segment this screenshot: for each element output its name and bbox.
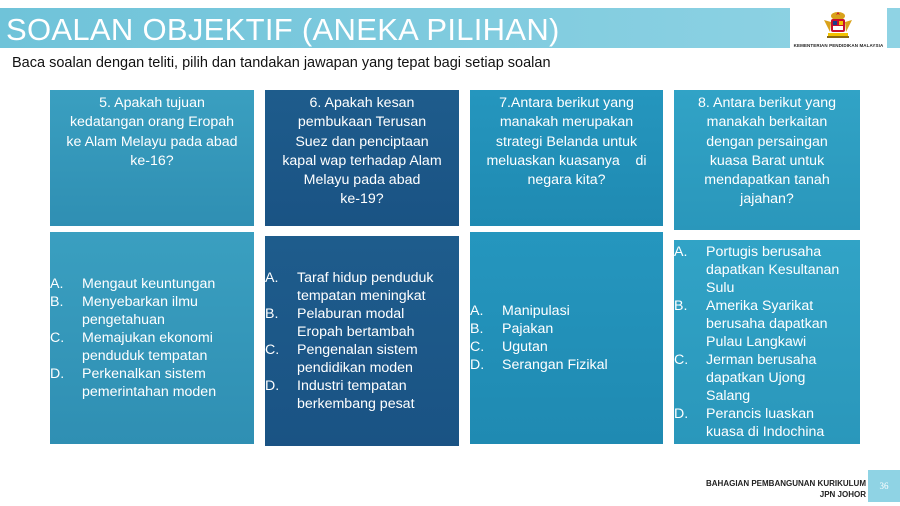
question-line: pembukaan Terusan xyxy=(297,114,427,131)
question-line: kapal wap terhadap Alam xyxy=(282,152,442,169)
answer-option[interactable] xyxy=(470,320,663,338)
answer-option[interactable] xyxy=(265,305,459,341)
option-text: berkembang pesat xyxy=(297,396,415,412)
question-line: dengan persaingan xyxy=(706,133,828,150)
answer-option[interactable] xyxy=(265,269,459,305)
answer-option[interactable] xyxy=(50,293,254,329)
question-line: meluaskan kuasanya di xyxy=(486,152,647,169)
option-text: Taraf hidup penduduk xyxy=(297,270,434,286)
option-letter: D. xyxy=(674,406,689,422)
answer-option[interactable] xyxy=(470,338,663,356)
question-line: ke-16? xyxy=(130,152,174,169)
question-line: 8. Antara berikut yang xyxy=(697,95,837,111)
option-letter: B. xyxy=(50,294,64,310)
option-text: Perkenalkan sistem xyxy=(82,366,206,382)
question-line: Melayu pada abad xyxy=(303,172,421,189)
question-line: ke-19? xyxy=(340,191,384,208)
answer-option[interactable] xyxy=(265,341,459,377)
answer-option[interactable] xyxy=(470,302,663,320)
question-line: kuasa Barat untuk xyxy=(709,152,825,169)
question-line: mendapatkan tanah xyxy=(704,172,830,189)
option-letter: B. xyxy=(265,306,279,322)
option-text: pengetahuan xyxy=(82,312,165,328)
option-text: tempatan meningkat xyxy=(297,288,426,304)
option-text: Ugutan xyxy=(502,339,548,355)
answer-option[interactable] xyxy=(470,356,663,374)
option-text: Portugis berusaha xyxy=(706,244,822,260)
question-card-5 xyxy=(50,90,254,226)
option-letter: D. xyxy=(265,378,280,394)
option-letter: A. xyxy=(674,244,688,260)
answer-card-6 xyxy=(265,236,459,446)
option-letter: C. xyxy=(470,339,485,355)
question-card-6 xyxy=(265,90,459,226)
answer-option[interactable] xyxy=(674,405,860,441)
slide-title: SOALAN OBJEKTIF (ANEKA PILIHAN) xyxy=(6,12,560,47)
question-line: kedatangan orang Eropah xyxy=(69,114,235,131)
coat-of-arms-icon xyxy=(821,10,855,40)
logo-caption: KEMENTERIAN PENDIDIKAN MALAYSIA xyxy=(793,43,884,48)
answer-option[interactable] xyxy=(50,275,254,293)
option-letter: D. xyxy=(470,357,485,373)
question-line: 5. Apakah tujuan xyxy=(99,95,205,111)
option-text: dapatkan Kesultanan xyxy=(706,262,840,278)
option-text: Sulu xyxy=(706,280,735,296)
option-text: Memajukan ekonomi xyxy=(82,330,213,346)
question-line: strategi Belanda untuk xyxy=(495,133,638,150)
footer-line-2: JPN JOHOR xyxy=(819,490,866,499)
question-line: negara kita? xyxy=(527,172,606,189)
instruction-text: Baca soalan dengan teliti, pilih dan tandakan jawapan yang tepat bagi setiap soalan xyxy=(12,55,551,71)
footer-text xyxy=(706,478,866,500)
answer-option[interactable] xyxy=(674,297,860,351)
option-text: Pajakan xyxy=(502,321,554,337)
title-bar-accent xyxy=(887,8,900,48)
answer-card-7 xyxy=(470,232,663,444)
question-line: manakah berkaitan xyxy=(706,114,828,131)
option-text: Pulau Langkawi xyxy=(706,334,807,350)
option-letter: C. xyxy=(265,342,280,358)
option-letter: B. xyxy=(470,321,484,337)
option-text: Jerman berusaha xyxy=(706,352,817,368)
option-letter: B. xyxy=(674,298,688,314)
option-text: Menyebarkan ilmu xyxy=(82,294,198,310)
option-text: Pengenalan sistem xyxy=(297,342,418,358)
option-text: pemerintahan moden xyxy=(82,384,217,400)
option-letter: A. xyxy=(50,276,64,292)
question-line: 6. Apakah kesan xyxy=(309,95,415,111)
answer-card-5 xyxy=(50,232,254,444)
question-card-8 xyxy=(674,90,860,230)
option-text: Perancis luaskan xyxy=(706,406,815,422)
ministry-logo xyxy=(790,8,887,52)
option-text: Pelaburan modal xyxy=(297,306,405,322)
option-letter: C. xyxy=(50,330,65,346)
footer-line-1: BAHAGIAN PEMBANGUNAN KURIKULUM xyxy=(706,479,866,488)
question-line: Suez dan penciptaan xyxy=(295,133,429,150)
option-text: Manipulasi xyxy=(502,303,570,319)
answer-option[interactable] xyxy=(674,243,860,297)
option-text: dapatkan Ujong xyxy=(706,370,806,386)
answer-option[interactable] xyxy=(265,377,459,413)
page-number: 36 xyxy=(868,470,900,502)
answer-option[interactable] xyxy=(50,329,254,365)
option-text: Eropah bertambah xyxy=(297,324,415,340)
option-text: penduduk tempatan xyxy=(82,348,208,364)
question-line: ke Alam Melayu pada abad xyxy=(66,133,238,150)
answer-option[interactable] xyxy=(674,351,860,405)
option-text: Salang xyxy=(706,388,751,404)
option-text: Industri tempatan xyxy=(297,378,407,394)
answer-option[interactable] xyxy=(50,365,254,401)
question-line: manakah merupakan xyxy=(499,114,634,131)
question-line: 7.Antara berikut yang xyxy=(499,95,634,111)
option-text: berusaha dapatkan xyxy=(706,316,828,332)
option-letter: C. xyxy=(674,352,689,368)
option-text: Mengaut keuntungan xyxy=(82,276,216,292)
question-line: jajahan? xyxy=(740,191,794,208)
option-letter: A. xyxy=(470,303,484,319)
option-text: kuasa di Indochina xyxy=(706,424,825,440)
option-text: Amerika Syarikat xyxy=(706,298,814,314)
answer-card-8 xyxy=(674,240,860,444)
option-letter: D. xyxy=(50,366,65,382)
option-text: Serangan Fizikal xyxy=(502,357,608,373)
option-text: pendidikan moden xyxy=(297,360,413,376)
question-card-7 xyxy=(470,90,663,226)
option-letter: A. xyxy=(265,270,279,286)
